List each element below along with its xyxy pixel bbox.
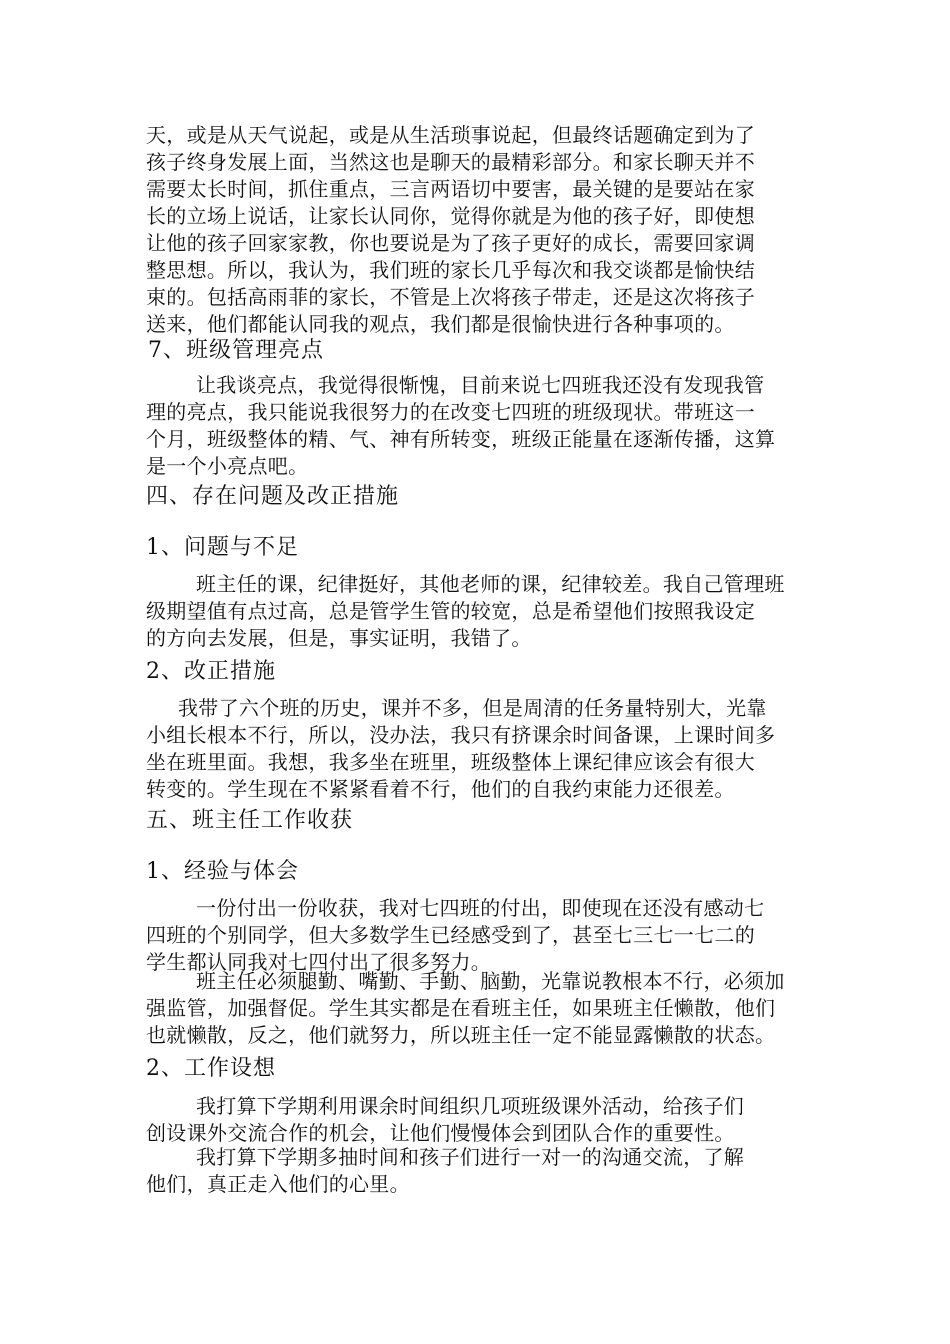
paragraph-line: 也就懒散，反之，他们就努力，所以班主任一定不能显露懒散的状态。 bbox=[146, 1023, 776, 1047]
paragraph-line: 转变的。学生现在不紧紧看着不行，他们的自我约束能力还很差。 bbox=[146, 777, 735, 801]
paragraph-line: 班主任必须腿勤、嘴勤、手勤、脑勤，光靠说教根本不行，必须加 bbox=[196, 969, 785, 993]
paragraph-line: 束的。包括高雨菲的家长，不管是上次将孩子带走，还是这次将孩子 bbox=[146, 285, 755, 309]
paragraph-line: 小组长根本不行，所以，没办法，我只有挤课余时间备课，上课时间多 bbox=[146, 723, 776, 747]
paragraph-line: 让我谈亮点，我觉得很惭愧，目前来说七四班我还没有发现我管 bbox=[196, 373, 765, 397]
section-heading: 四、存在问题及改正措施 bbox=[146, 484, 400, 509]
paragraph-line: 的方向去发展，但是，事实证明，我错了。 bbox=[146, 626, 532, 650]
paragraph-line: 个月，班级整体的精、气、神有所转变，班级正能量在逐渐传播，这算 bbox=[146, 427, 776, 451]
paragraph-line: 创设课外交流合作的机会，让他们慢慢体会到团队合作的重要性。 bbox=[146, 1121, 735, 1145]
paragraph-line: 我带了六个班的历史，课并不多，但是周清的任务量特别大，光靠 bbox=[178, 696, 767, 720]
paragraph-line: 一份付出一份收获，我对七四班的付出，即使现在还没有感动七 bbox=[196, 896, 765, 920]
paragraph-line: 送来，他们都能认同我的观点，我们都是很愉快进行各种事项的。 bbox=[146, 312, 735, 336]
paragraph-line: 让他的孩子回家家教，你也要说是为了孩子更好的成长，需要回家调 bbox=[146, 231, 755, 255]
paragraph-line: 是一个小亮点吧。 bbox=[146, 454, 309, 478]
paragraph-line: 他们，真正走入他们的心里。 bbox=[146, 1172, 410, 1196]
paragraph-line: 需要太长时间，抓住重点，三言两语切中要害，最关键的是要站在家 bbox=[146, 177, 755, 201]
section-heading: 五、班主任工作收获 bbox=[146, 808, 354, 833]
paragraph-line: 整思想。所以，我认为，我们班的家长几乎每次和我交谈都是愉快结 bbox=[146, 258, 755, 282]
paragraph-line: 理的亮点，我只能说我很努力的在改变七四班的班级现状。带班这一 bbox=[146, 400, 755, 424]
paragraph-line: 我打算下学期利用课余时间组织几项班级课外活动，给孩子们 bbox=[196, 1094, 745, 1118]
paragraph-line: 级期望值有点过高，总是管学生管的较宽，总是希望他们按照我设定 bbox=[146, 599, 755, 623]
paragraph-line: 孩子终身发展上面，当然这也是聊天的最精彩部分。和家长聊天并不 bbox=[146, 150, 755, 174]
section-heading: 1、问题与不足 bbox=[146, 535, 299, 560]
section-heading: 1、经验与体会 bbox=[146, 859, 299, 884]
paragraph-line: 学生都认同我对七四付出了很多努力。 bbox=[146, 950, 492, 974]
section-heading: 2、工作设想 bbox=[146, 1056, 276, 1081]
paragraph-line: 强监管，加强督促。学生其实都是在看班主任，如果班主任懒散，他们 bbox=[146, 996, 776, 1020]
paragraph-line: 我打算下学期多抽时间和孩子们进行一对一的沟通交流，了解 bbox=[196, 1145, 745, 1169]
paragraph-line: 四班的个别同学，但大多数学生已经感受到了，甚至七三七一七二的 bbox=[146, 923, 755, 947]
paragraph-line: 长的立场上说话，让家长认同你，觉得你就是为他的孩子好，即使想 bbox=[146, 204, 755, 228]
paragraph-line: 坐在班里面。我想，我多坐在班里，班级整体上课纪律应该会有很大 bbox=[146, 750, 755, 774]
paragraph-line: 天，或是从天气说起，或是从生活琐事说起，但最终话题确定到为了 bbox=[146, 123, 755, 147]
section-heading: 7、班级管理亮点 bbox=[148, 338, 324, 363]
section-heading: 2、改正措施 bbox=[146, 659, 276, 684]
paragraph-line: 班主任的课，纪律挺好，其他老师的课，纪律较差。我自己管理班 bbox=[196, 572, 785, 596]
